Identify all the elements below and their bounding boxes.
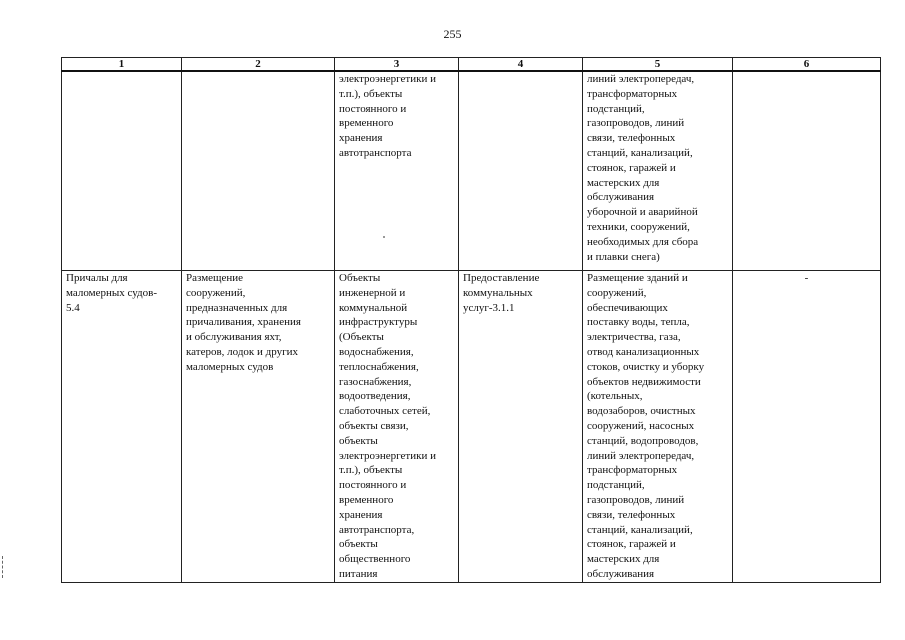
table-cell: Размещение зданий и сооружений, обеспечивающих поставку воды, тепла, электричества, газа, отвод канализационных стоков, очистку и уборку объектов недвижимости (котельных, водозаборов, очистных сооружений, насосных станций, водопроводов, линий электропередач, трансформаторных подстанций, газопроводов, линий связи, телефонных станций, канализаций, стоянок, гаражей и мастерских для обслуживания — [583, 271, 733, 583]
table-cell — [459, 71, 583, 271]
margin-scan-mark — [2, 556, 6, 578]
table-cell: Размещение сооружений, предназначенных для причаливания, хранения и обслуживания яхт, катеров, лодок и других маломерных судов — [182, 271, 335, 583]
column-header-6: 6 — [733, 58, 881, 72]
table-row — [62, 271, 881, 583]
table-cell — [182, 71, 335, 271]
page-number: 255 — [443, 27, 462, 41]
table-cell: Причалы для маломерных судов- 5.4 — [62, 271, 182, 583]
column-header-1: 1 — [62, 58, 182, 72]
scan-speck — [383, 236, 385, 238]
regulation-table — [61, 57, 881, 583]
table-cell: Объекты инженерной и коммунальной инфраструктуры (Объекты водоснабжения, теплоснабжения, газоснабжения, водоотведения, слаботочных сетей, объекты связи, объекты электроэнергетики и т.п.), объекты постоянного и временного хранения автотранспорта, объекты общественного питания — [335, 271, 459, 583]
table-cell: электроэнергетики и т.п.), объекты постоянного и временного хранения автотранспорта — [335, 71, 459, 271]
column-header-5: 5 — [583, 58, 733, 72]
column-header-3: 3 — [335, 58, 459, 72]
table-cell: линий электропередач, трансформаторных подстанций, газопроводов, линий связи, телефонных станций, канализаций, стоянок, гаражей и мастерских для обслуживания уборочной и аварийной техники, сооружений, необходимых для сбора и плавки снега) — [583, 71, 733, 271]
table-cell — [62, 71, 182, 271]
column-header-2: 2 — [182, 58, 335, 72]
table-cell — [733, 71, 881, 271]
column-header-4: 4 — [459, 58, 583, 72]
table-row — [62, 71, 881, 271]
table-cell: Предоставление коммунальных услуг-3.1.1 — [459, 271, 583, 583]
table-cell: - — [733, 271, 881, 583]
table-header-row — [62, 58, 881, 72]
